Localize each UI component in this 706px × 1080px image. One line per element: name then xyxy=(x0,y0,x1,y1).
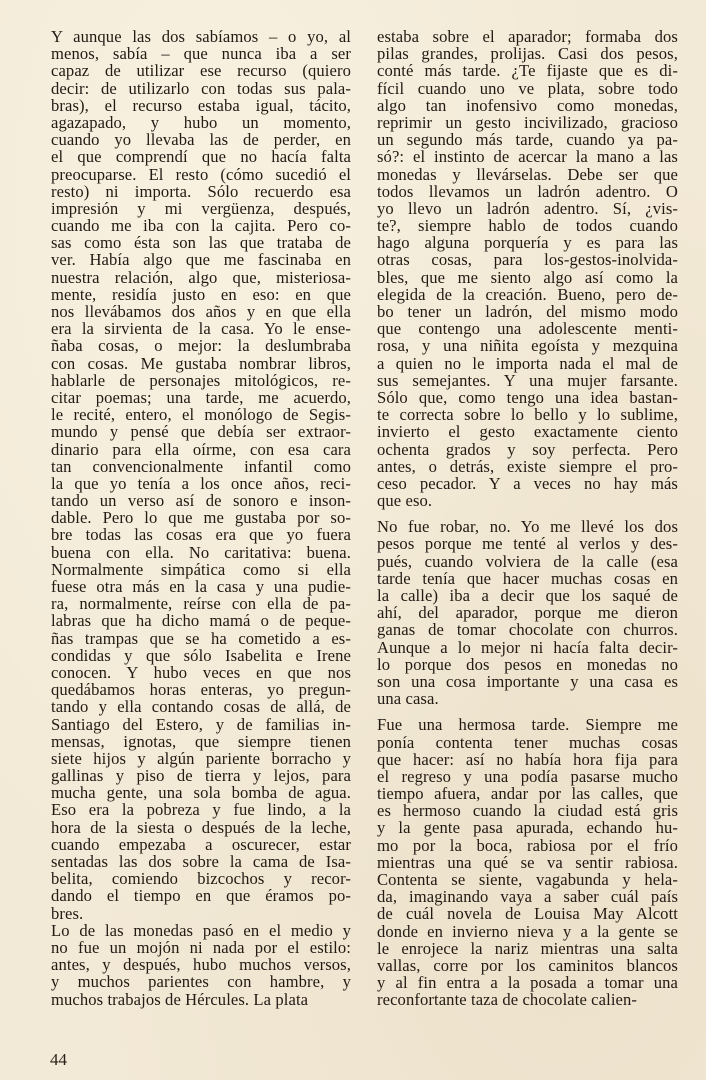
text-line: capaz de utilizar ese recurso (quiero xyxy=(51,61,351,81)
text-line: resto) ni importa. Sólo recuerdo esa xyxy=(51,181,351,201)
text-line: yo llevo un ladrón adentro. Sí, ¿vis- xyxy=(377,198,678,218)
text-line: vallas, corre por los caminitos blancos xyxy=(377,955,678,975)
text-line: ra, normalmente, reírse con ella de pa- xyxy=(51,594,351,614)
text-line: Santiago del Estero, y de familias in- xyxy=(51,714,351,734)
text-line: cuando yo llevaba las de perder, en xyxy=(51,130,351,150)
text-line: rosa, y una niñita egoísta y mezquina xyxy=(377,336,678,356)
text-line: le recité, entero, el monólogo de Segis- xyxy=(51,405,351,425)
text-line: el que comprendí que no hacía falta xyxy=(51,147,351,167)
text-line: tando y ella contando cosas de allá, de xyxy=(51,697,351,717)
right-column xyxy=(377,28,678,1009)
text-line: tiempo afuera, andar por las calles, que xyxy=(377,784,678,804)
text-line: ahí, del aparador, porque me dieron xyxy=(377,603,678,623)
text-line: dando el tiempo en que éramos po- xyxy=(51,886,351,906)
text-line: pués, cuando volviera de la calle (esa xyxy=(377,551,678,571)
text-line: Contenta se siente, vagabunda y hela- xyxy=(377,870,678,889)
text-line: ceso pecador. Y a veces no hay más xyxy=(377,473,678,493)
text-line: tan convencionalmente infantil como xyxy=(51,456,351,476)
text-line: otras cosas, para los-gestos-inolvida- xyxy=(377,250,678,270)
text-line: ganas de tomar chocolate con churros. xyxy=(377,620,678,640)
text-line: monedas y llevárselas. Debe ser que xyxy=(377,164,678,184)
text-line: Fue una hermosa tarde. Siempre me xyxy=(377,715,678,735)
text-line: invierto el gesto exactamente ciento xyxy=(377,422,678,442)
text-line: donde en invierno nieva y a la gente se xyxy=(377,921,678,941)
text-line: que hacer: así no había hora fija para xyxy=(377,749,678,769)
text-line: sentadas las dos sobre la cama de Isa- xyxy=(51,852,351,871)
paragraph xyxy=(51,28,351,922)
text-line: quedábamos horas enteras, yo pregun- xyxy=(51,680,351,700)
text-line: la que yo tenía a los once años, reci- xyxy=(51,473,351,493)
text-line: todos llevamos un ladrón adentro. O xyxy=(377,181,678,201)
text-line: la calle) iba a decir que los saqué de xyxy=(377,586,678,605)
text-line: a quien no le importa nada el mal de xyxy=(377,353,678,373)
text-line: no fue un mojón ni nada por el estilo: xyxy=(51,937,351,957)
text-line: mundo y pensé que debía ser extraor- xyxy=(51,422,351,442)
text-line: Lo de las monedas pasó en el medio y xyxy=(51,920,351,940)
text-line: te correcta sobre lo bello y lo sublime, xyxy=(377,405,678,425)
text-line: ñas trampas que se ha cometido a es- xyxy=(51,628,351,648)
text-line: y al fin entra a la posada a tomar una xyxy=(377,973,678,993)
text-line: de cuál novela de Louisa May Alcott xyxy=(377,904,678,924)
text-line: algo tan inofensivo como monedas, xyxy=(377,95,678,115)
left-column xyxy=(51,28,351,1008)
text-line: fuese otra más en la casa y una pudie- xyxy=(51,577,351,596)
text-line: conté más tarde. ¿Te fijaste que es di- xyxy=(377,61,678,81)
text-line: Y aunque las dos sabíamos – o yo, al xyxy=(51,27,351,46)
text-line: bres. xyxy=(51,903,84,923)
text-line: No fue robar, no. Yo me llevé los dos xyxy=(377,517,678,537)
text-line: Eso era la pobreza y fue lindo, a la xyxy=(51,800,351,820)
text-line: dinario para ella oírme, con esa cara xyxy=(51,439,351,459)
text-line: nuestra relación, algo que, misteriosa- xyxy=(51,267,351,287)
text-line: pesos porque me tenté al verlos y des- xyxy=(377,534,678,554)
paragraph xyxy=(377,716,678,1008)
text-line: nos llevábamos dos años y en que ella xyxy=(51,302,351,321)
paragraph xyxy=(377,28,678,509)
text-line: lo porque dos pesos en monedas no xyxy=(377,654,678,674)
text-line: bras), el recurso estaba igual, tácito, xyxy=(51,95,351,115)
text-line: ñaba cosas, o mejor: la deslumbraba xyxy=(51,336,351,356)
text-line: era la sirvienta de la casa. Yo le ense- xyxy=(51,319,351,339)
text-line: Aunque a lo mejor ni hacía falta decir- xyxy=(377,637,678,657)
text-line: antes, o detrás, existe siempre el pro- xyxy=(377,456,678,476)
page-number: 44 xyxy=(50,1050,67,1069)
text-line: le enrojece la nariz mientras una salta xyxy=(377,938,678,958)
text-line: Normalmente simpática como si ella xyxy=(51,559,351,579)
text-line: Sólo que, como tengo una idea bastan- xyxy=(377,387,678,407)
text-line: mente, residía justo en eso: en que xyxy=(51,284,351,304)
text-line: preocuparse. El resto (cómo sucedió el xyxy=(51,164,351,184)
text-line: citar poemas; una tarde, me acuerdo, xyxy=(51,387,351,407)
paragraph xyxy=(51,922,351,1008)
text-line: da, imaginando vaya a saber cuál país xyxy=(377,887,678,907)
text-line: condidas y que sólo Isabelita e Irene xyxy=(51,645,351,665)
text-line: mensas, ignotas, que siempre tienen xyxy=(51,731,351,751)
text-line: só?: el instinto de acercar la mano a las xyxy=(377,147,678,167)
text-line: menos, sabía – que nunca iba a ser xyxy=(51,44,351,64)
text-line: ver. Había algo que me fascinaba en xyxy=(51,250,351,270)
text-line: sas como ésta son las que trataba de xyxy=(51,233,351,253)
text-line: buena con ella. No caritativa: buena. xyxy=(51,542,351,562)
text-line: muchos trabajos de Hércules. La plata xyxy=(51,989,309,1009)
text-line: una casa. xyxy=(377,689,439,709)
text-line: mo por la boca, rabiosa por el frío xyxy=(377,835,678,855)
paragraph xyxy=(377,518,678,707)
text-line: reprimir un gesto incivilizado, gracioso xyxy=(377,112,678,132)
text-line: mucha gente, una sola bomba de agua. xyxy=(51,783,351,803)
text-line: conocen. Y hubo veces en que nos xyxy=(51,662,351,682)
text-line: dable. Pero lo que me gustaba por so- xyxy=(51,508,351,528)
text-line: siete hijos y algún pariente borracho y xyxy=(51,748,351,768)
text-line: mientras una qué se va sentir rabiosa. xyxy=(377,852,678,872)
text-line: reconfortante taza de chocolate calien- xyxy=(377,990,638,1010)
text-line: es hermoso cuando la ciudad está gris xyxy=(377,801,678,821)
text-line: sus semejantes. Y una mujer farsante. xyxy=(377,370,678,390)
text-line: bo tener un ladrón, del mismo modo xyxy=(377,302,678,321)
text-line: cuando empezaba a oscurecer, estar xyxy=(51,834,351,854)
text-line: bles, que me siento algo así como la xyxy=(377,267,678,287)
text-line: te?, siempre hablo de todos cuando xyxy=(377,216,678,236)
text-line: hago alguna porquería y es para las xyxy=(377,233,678,253)
text-line: hablarle de personajes mitológicos, re- xyxy=(51,370,351,390)
text-line: y muchos parientes con hambre, y xyxy=(51,972,351,992)
text-line: elegida de la creación. Bueno, pero de- xyxy=(377,284,678,304)
text-line: cuando me iba con la cajita. Pero co- xyxy=(51,216,351,236)
text-line: estaba sobre el aparador; formaba dos xyxy=(377,27,678,46)
text-line: son una cosa importante y una casa es xyxy=(377,671,678,691)
text-line: fícil cuando uno ve plata, sobre todo xyxy=(377,78,678,98)
text-line: bre todas las cosas era que yo fuera xyxy=(51,525,351,545)
text-line: tarde tenía que hacer muchas cosas en xyxy=(377,568,678,588)
text-line: y la gente pasa apurada, echando hu- xyxy=(377,818,678,838)
text-line: tando un verso así de sonoro e inson- xyxy=(51,491,351,511)
text-line: pilas grandes, prolijas. Casi dos pesos, xyxy=(377,44,678,64)
text-line: labras que ha dicho mamá o de peque- xyxy=(51,611,351,631)
text-line: hora de la siesta o después de la leche, xyxy=(51,817,351,837)
text-line: impresión y mi vergüenza, después, xyxy=(51,198,351,218)
text-line: ponía contenta tener muchas cosas xyxy=(377,732,678,752)
text-line: ochenta grados y soy perfecta. Pero xyxy=(377,439,678,459)
text-line: con cosas. Me gustaba nombrar libros, xyxy=(51,353,351,373)
text-line: el regreso y una podía pasarse mucho xyxy=(377,766,678,786)
text-line: que contengo una adolescente menti- xyxy=(377,319,678,339)
text-line: que eso. xyxy=(377,491,433,511)
text-line: agazapado, y hubo un momento, xyxy=(51,112,351,132)
text-line: un segundo más tarde, cuando ya pa- xyxy=(377,130,678,150)
text-line: belita, comiendo bizcochos y recor- xyxy=(51,869,351,889)
text-line: antes, y después, hubo muchos versos, xyxy=(51,955,351,975)
text-line: gallinas y piso de tierra y lejos, para xyxy=(51,766,351,786)
text-line: decir: de utilizarlo con todas sus pala- xyxy=(51,78,351,98)
